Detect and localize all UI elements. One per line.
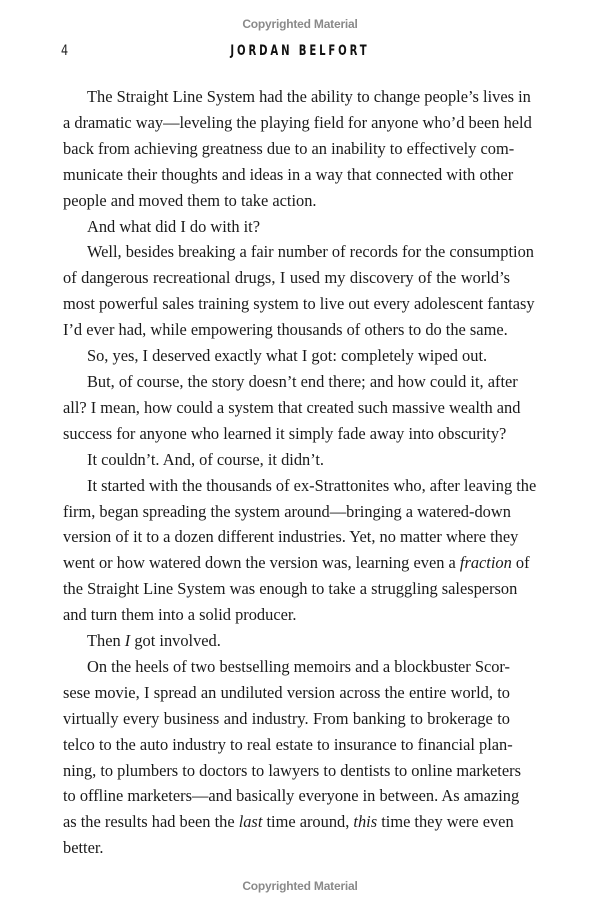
text-line xyxy=(63,809,514,835)
text-line xyxy=(63,628,510,654)
text-line: telco to the auto industry to real estate to insurance to financial plan- xyxy=(63,734,513,754)
text-line: sese movie, I spread an undiluted version across the entire world, to xyxy=(63,682,510,702)
emphasis-this: this xyxy=(353,812,378,832)
text-line: Well, besides breaking a fair number of records for the consumption xyxy=(87,242,535,262)
paragraph xyxy=(63,447,510,473)
text-run: time around, xyxy=(262,812,354,832)
text-line: I’d ever had, while empowering thousands of others to do the same. xyxy=(63,320,508,340)
paragraph xyxy=(63,84,532,214)
text-line: of dangerous recreational drugs, I used my discovery of the world’s xyxy=(63,268,510,288)
text-line: On the heels of two bestselling memoirs and a blockbuster Scor- xyxy=(87,656,511,676)
running-head xyxy=(0,43,600,63)
paragraph xyxy=(63,654,521,861)
emphasis-fraction: fraction xyxy=(459,553,512,573)
paragraph xyxy=(63,628,510,654)
text-run: of xyxy=(511,553,530,573)
text-line: The Straight Line System had the ability to change people’s lives in xyxy=(87,87,531,106)
text-line: to offline marketers—and basically everyone in between. As amazing xyxy=(63,786,520,806)
text-run: went or how watered down the version was, learning even a xyxy=(63,553,460,573)
text-line: people and moved them to take action. xyxy=(63,190,317,210)
text-line: It couldn’t. And, of course, it didn’t. xyxy=(87,449,325,469)
text-run: got involved. xyxy=(130,631,221,651)
text-line: a dramatic way—leveling the playing field for anyone who’d been held xyxy=(63,112,532,132)
text-run: as the results had been the xyxy=(63,812,239,832)
text-line: virtually every business and industry. From banking to brokerage to xyxy=(63,708,510,728)
text-line: success for anyone who learned it simply fade away into obscurity? xyxy=(63,423,507,443)
text-line: all? I mean, how could a system that created such massive wealth and xyxy=(63,397,521,417)
emphasis-last: last xyxy=(238,812,263,832)
text-line: It started with the thousands of ex-Strattonites who, after leaving the xyxy=(87,475,537,495)
text-line: municate their thoughts and ideas in a way that connected with other xyxy=(63,164,514,184)
text-line: better. xyxy=(63,838,104,858)
paragraph xyxy=(63,239,535,343)
paragraph xyxy=(63,369,521,447)
text-line: and turn them into a solid producer. xyxy=(63,605,297,625)
copyright-watermark-bottom: Copyrighted Material xyxy=(242,879,358,893)
text-run: Then xyxy=(87,631,125,651)
text-run: time they were even xyxy=(377,812,514,832)
text-line: most powerful sales training system to live out every adolescent fantasy xyxy=(63,294,535,314)
author-name: JORDAN BELFORT xyxy=(230,43,370,59)
page-number: 4 xyxy=(61,43,69,59)
text-line: back from achieving greatness due to an inability to effectively com- xyxy=(63,138,515,158)
paragraph xyxy=(63,473,537,628)
text-line: So, yes, I deserved exactly what I got: completely wiped out. xyxy=(87,346,488,366)
text-line xyxy=(63,550,530,576)
paragraph xyxy=(63,343,510,369)
text-line: ning, to plumbers to doctors to lawyers to dentists to online marketers xyxy=(63,760,521,780)
text-line: But, of course, the story doesn’t end there; and how could it, after xyxy=(87,371,518,391)
copyright-watermark-top: Copyrighted Material xyxy=(242,17,358,31)
text-line: And what did I do with it? xyxy=(87,216,260,236)
text-line: the Straight Line System was enough to take a struggling salesperson xyxy=(63,579,518,599)
body-text xyxy=(63,84,537,861)
emphasis-i: I xyxy=(124,631,131,651)
text-line: firm, began spreading the system around—bringing a watered-down xyxy=(63,501,511,521)
text-line: version of it to a dozen different industries. Yet, no matter where they xyxy=(63,527,519,547)
paragraph xyxy=(63,214,510,240)
